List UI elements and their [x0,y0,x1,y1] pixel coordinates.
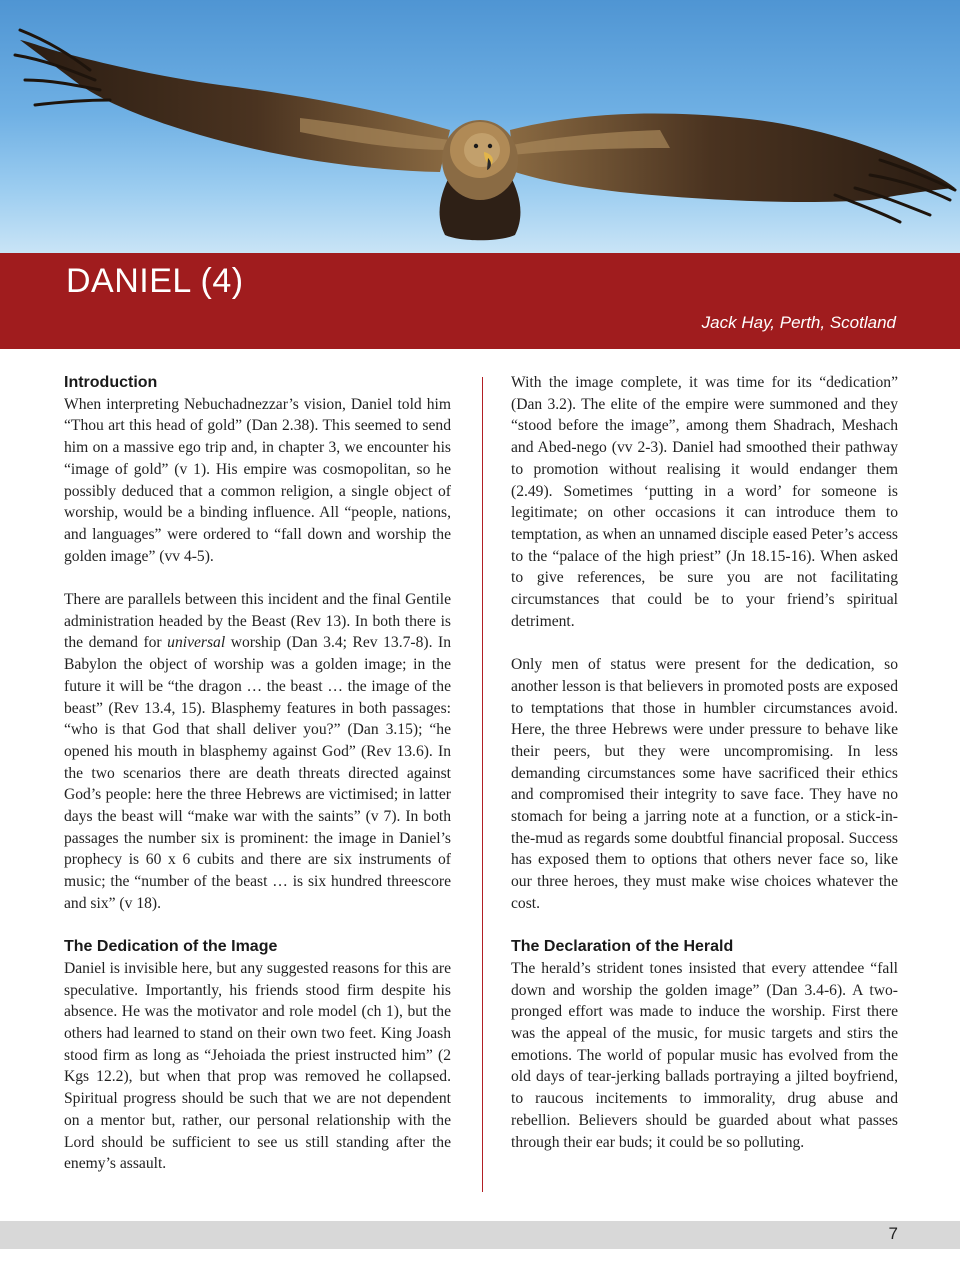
section-heading-introduction: Introduction [64,374,158,391]
eagle-illustration [0,0,960,253]
paragraph: When interpreting Nebuchadnezzar’s vision, Daniel told him “Thou art this head of gold” (Dan 2.38). This seemed to send him on a massive ego trip and, in chapter 3, we encounter his “image of gold” (v 1). His empire was cosmopolitan, so he possibly deduced that a common religion, a single object of worship, would be a binding influence. All “people, nations, and languages” were ordered to “fall down and worship the golden image” (vv 4-5). [64,395,451,565]
article-title: DANIEL (4) [66,262,244,300]
text-run: worship (Dan 3.4; Rev 13.7-8). In Babylon the object of worship was a golden image; in the future it will be “the dragon … the beast … the image of the beast” (Rev 13.4, 15). Blasphemy features in both passages: “who is that God that shall deliver you?” (Dan 3.15); “he opened his mouth in blasphemy against God” (Rev 13.6). In the two scenarios there are death threats directed against God’s people: here the three Hebrews are victimised; in latter days the beast will “make war with the saints” (v 7). In both passages the number six is prominent: the image in Daniel’s prophecy is 60 x 6 cubits and there are six instruments of music; the “number of the beast … is six hundred threescore and six” (v 18). [64,634,451,912]
paragraph: With the image complete, it was time for its “dedication” (Dan 3.2). The elite of the empire were summoned and they “stood before the image”, among them Shadrach, Meshach and Abed-nego (vv 2-3). Daniel had smoothed their pathway to promotion without realising it would endanger them (2.49). Sometimes ‘putting in a word’ for someone is legitimate; on other occasions it can introduce them to temptation, as when an unnamed disciple eased Peter’s access to the “palace of the high priest” (Jn 18.15-16). When asked to give references, be sure you are not facilitating circumstances that could be to your friend’s spiritual detriment. [511,374,898,630]
paragraph [64,589,451,915]
left-column [64,372,451,1175]
text-run: There are parallels between this incident and the final Gentile administration headed by the Beast (Rev 13). In both there is the demand for [64,591,451,652]
footer-bar [0,1221,960,1249]
page-number: 7 [888,1224,898,1243]
emphasis-text: universal [167,634,226,652]
paragraph: The herald’s strident tones insisted that every attendee “fall down and worship the golden image” (Dan 3.4-6). A two-pronged effort was made to induce the worship. First there was the appeal of the music, for music targets and stirs the emotions. The world of popular music has evolved from the old days of tear-jerking ballads portraying a jilted boyfriend, to raucous incitements to immorality, drug abuse and rebellion. Believers should be guarded about what passes through their ear buds; it could be so polluting. [511,959,898,1151]
paragraph: Daniel is invisible here, but any suggested reasons for this are speculative. Importantly, his friends stood firm despite his absence. He was the motivator and role model (ch 1), but the others had learned to stand on their own two feet. King Joash stood firm as long as “Jehoiada the priest instructed him” (2 Kgs 12.2), but when that prop was removed he collapsed. Spiritual progress should be such that we are not dependent on a mentor but, rather, our personal relationship with the Lord should be sufficient to see us still standing after the enemy’s assault. [64,959,451,1173]
author-byline: Jack Hay, Perth, Scotland [701,313,896,332]
paragraph: Only men of status were present for the dedication, so another lesson is that believers in promoted posts are exposed to temptations that those in humbler circumstances avoid. Here, the three Hebrews were under pressure to behave like their peers, but they were uncompromising. In less demanding circumstances some have sacrificed their ethics and compromised their integrity to save face. They have no stomach for being a jarring note at a function, or a stick-in-the-mud as regards some doubtful financial proposal. Success has exposed them to options that others never face so, like our three heroes, they must make wise choices whatever the cost. [511,656,898,912]
eagle-head [464,133,500,167]
section-heading-dedication: The Dedication of the Image [64,938,278,956]
column-divider [482,377,483,1192]
section-heading-herald: The Declaration of the Herald [511,938,734,956]
hero-photo [0,0,960,253]
right-column [511,372,898,1153]
right-wing [510,114,955,202]
left-wing [20,40,450,172]
